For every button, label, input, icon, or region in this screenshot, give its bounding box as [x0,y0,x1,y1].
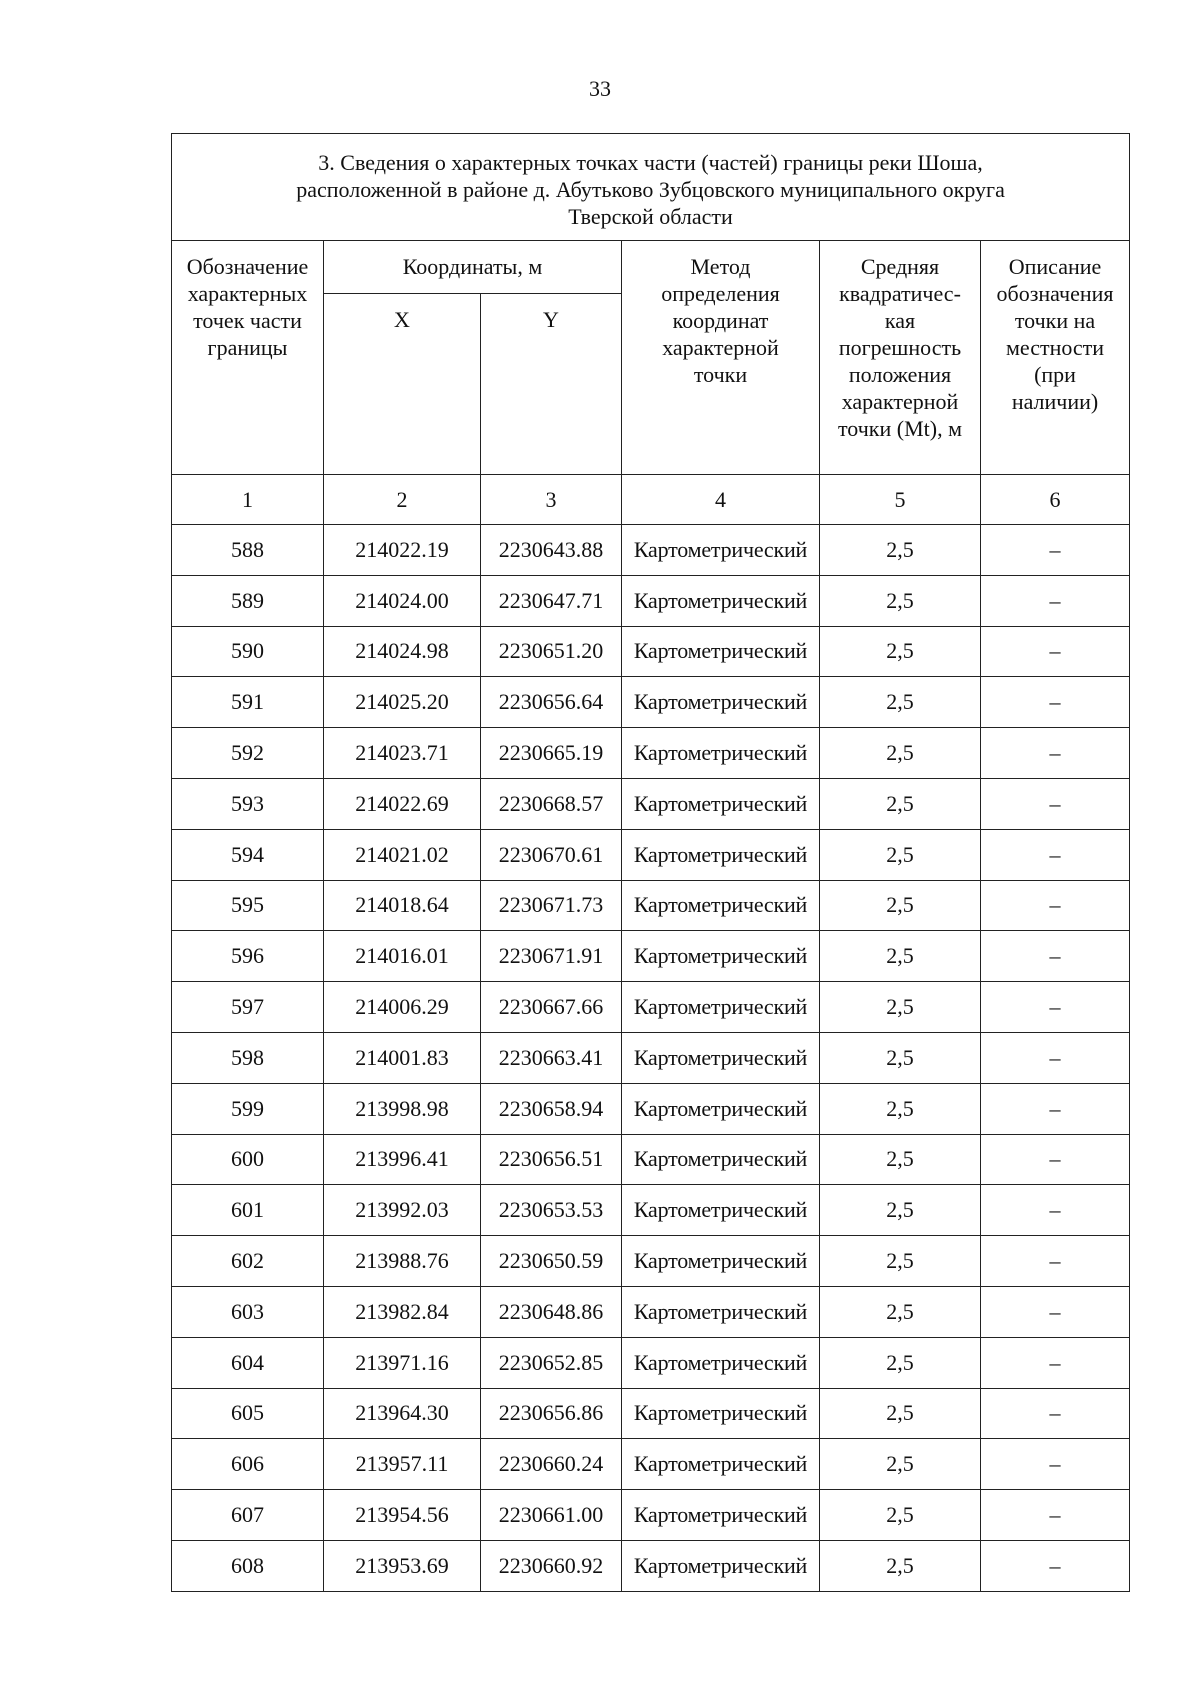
point-id-cell: 603 [172,1286,324,1337]
mean-square-error-cell: 2,5 [820,575,981,626]
table-row [172,677,1130,728]
table-row [172,1134,1130,1185]
mean-square-error-cell: 2,5 [820,1337,981,1388]
mean-square-error-cell: 2,5 [820,982,981,1033]
x-coordinate-cell: 213954.56 [324,1490,481,1541]
method-cell: Картометрический [622,1134,820,1185]
point-id-cell: 594 [172,829,324,880]
description-cell: – [981,1490,1130,1541]
method-cell: Картометрический [622,626,820,677]
section-title-line-2: расположенной в районе д. Абутьково Зубцовского муниципального округа [296,176,1005,202]
x-coordinate-cell: 213953.69 [324,1540,481,1591]
mean-square-error-cell: 2,5 [820,778,981,829]
y-coordinate-cell: 2230671.73 [481,880,622,931]
method-cell: Картометрический [622,1286,820,1337]
mean-square-error-cell: 2,5 [820,1083,981,1134]
x-coordinate-cell: 213996.41 [324,1134,481,1185]
y-coordinate-cell: 2230653.53 [481,1185,622,1236]
table-row [172,1540,1130,1591]
section-title-row [172,134,1130,241]
description-cell: – [981,880,1130,931]
point-id-cell: 599 [172,1083,324,1134]
y-coordinate-cell: 2230643.88 [481,525,622,576]
table-row [172,880,1130,931]
mean-square-error-cell: 2,5 [820,525,981,576]
table-row [172,575,1130,626]
x-coordinate-cell: 214024.98 [324,626,481,677]
mean-square-error-cell: 2,5 [820,1540,981,1591]
description-cell: – [981,1185,1130,1236]
boundary-points-table [171,133,1130,1592]
x-coordinate-cell: 214022.19 [324,525,481,576]
x-coordinate-cell: 213971.16 [324,1337,481,1388]
y-coordinate-cell: 2230671.91 [481,931,622,982]
table-row [172,728,1130,779]
method-cell: Картометрический [622,1083,820,1134]
y-coordinate-cell: 2230660.92 [481,1540,622,1591]
mean-square-error-cell: 2,5 [820,931,981,982]
description-cell: – [981,1032,1130,1083]
description-cell: – [981,1134,1130,1185]
mean-square-error-cell: 2,5 [820,677,981,728]
description-cell: – [981,1439,1130,1490]
column-number: 2 [324,475,481,525]
mean-square-error-cell: 2,5 [820,1185,981,1236]
column-number: 3 [481,475,622,525]
mean-square-error-cell: 2,5 [820,1439,981,1490]
point-id-cell: 592 [172,728,324,779]
column-numbers-row [172,475,1130,525]
mean-square-error-cell: 2,5 [820,1286,981,1337]
table-row [172,1236,1130,1287]
y-coordinate-cell: 2230650.59 [481,1236,622,1287]
point-id-cell: 608 [172,1540,324,1591]
y-coordinate-cell: 2230665.19 [481,728,622,779]
description-cell: – [981,1540,1130,1591]
table-row [172,626,1130,677]
method-cell: Картометрический [622,1439,820,1490]
point-id-cell: 606 [172,1439,324,1490]
point-id-cell: 605 [172,1388,324,1439]
table-row [172,1439,1130,1490]
x-coordinate-cell: 214021.02 [324,829,481,880]
description-cell: – [981,778,1130,829]
y-coordinate-cell: 2230660.24 [481,1439,622,1490]
description-cell: – [981,1337,1130,1388]
mean-square-error-cell: 2,5 [820,728,981,779]
x-coordinate-cell: 214006.29 [324,982,481,1033]
point-id-cell: 595 [172,880,324,931]
method-cell: Картометрический [622,778,820,829]
y-coordinate-cell: 2230648.86 [481,1286,622,1337]
point-id-cell: 604 [172,1337,324,1388]
description-cell: – [981,1083,1130,1134]
table-row [172,1490,1130,1541]
y-coordinate-cell: 2230663.41 [481,1032,622,1083]
point-id-cell: 591 [172,677,324,728]
description-cell: – [981,728,1130,779]
table-row [172,1032,1130,1083]
point-id-cell: 596 [172,931,324,982]
header-mean-square-error: Средняя квадратичес- кая погрешность положения характерной точки (Mt), м [820,241,981,475]
mean-square-error-cell: 2,5 [820,1032,981,1083]
point-id-cell: 589 [172,575,324,626]
method-cell: Картометрический [622,1337,820,1388]
method-cell: Картометрический [622,1540,820,1591]
y-coordinate-cell: 2230656.64 [481,677,622,728]
column-number: 4 [622,475,820,525]
description-cell: – [981,1236,1130,1287]
y-coordinate-cell: 2230661.00 [481,1490,622,1541]
x-coordinate-cell: 214024.00 [324,575,481,626]
x-coordinate-cell: 214001.83 [324,1032,481,1083]
x-coordinate-cell: 213982.84 [324,1286,481,1337]
table-row [172,1388,1130,1439]
method-cell: Картометрический [622,525,820,576]
description-cell: – [981,931,1130,982]
mean-square-error-cell: 2,5 [820,626,981,677]
column-number: 6 [981,475,1130,525]
point-id-cell: 607 [172,1490,324,1541]
point-id-cell: 590 [172,626,324,677]
mean-square-error-cell: 2,5 [820,1134,981,1185]
table-row [172,525,1130,576]
table-row [172,931,1130,982]
y-coordinate-cell: 2230647.71 [481,575,622,626]
x-coordinate-cell: 214023.71 [324,728,481,779]
point-id-cell: 602 [172,1236,324,1287]
page-number: 33 [589,76,611,101]
method-cell: Картометрический [622,829,820,880]
section-title-line-3: Тверской области [568,203,733,229]
description-cell: – [981,1388,1130,1439]
mean-square-error-cell: 2,5 [820,880,981,931]
table-row [172,1286,1130,1337]
header-description: Описание обозначения точки на местности (при наличии) [981,241,1130,475]
x-coordinate-cell: 213988.76 [324,1236,481,1287]
method-cell: Картометрический [622,728,820,779]
y-coordinate-cell: 2230652.85 [481,1337,622,1388]
description-cell: – [981,626,1130,677]
description-cell: – [981,575,1130,626]
method-cell: Картометрический [622,1236,820,1287]
header-point-designation: Обозначение характерных точек части границы [172,241,324,475]
header-method: Метод определения координат характерной точки [622,241,820,475]
description-cell: – [981,677,1130,728]
table-body [172,525,1130,1592]
x-coordinate-cell: 213957.11 [324,1439,481,1490]
description-cell: – [981,525,1130,576]
table-row [172,778,1130,829]
y-coordinate-cell: 2230667.66 [481,982,622,1033]
mean-square-error-cell: 2,5 [820,1388,981,1439]
y-coordinate-cell: 2230658.94 [481,1083,622,1134]
x-coordinate-cell: 214022.69 [324,778,481,829]
x-coordinate-cell: 214018.64 [324,880,481,931]
mean-square-error-cell: 2,5 [820,829,981,880]
x-coordinate-cell: 214016.01 [324,931,481,982]
point-id-cell: 598 [172,1032,324,1083]
method-cell: Картометрический [622,1490,820,1541]
table-row [172,982,1130,1033]
y-coordinate-cell: 2230656.51 [481,1134,622,1185]
mean-square-error-cell: 2,5 [820,1490,981,1541]
method-cell: Картометрический [622,1388,820,1439]
y-coordinate-cell: 2230656.86 [481,1388,622,1439]
description-cell: – [981,829,1130,880]
x-coordinate-cell: 213992.03 [324,1185,481,1236]
y-coordinate-cell: 2230668.57 [481,778,622,829]
table-row [172,1083,1130,1134]
method-cell: Картометрический [622,575,820,626]
y-coordinate-cell: 2230651.20 [481,626,622,677]
header-x: X [324,294,481,475]
method-cell: Картометрический [622,931,820,982]
point-id-cell: 600 [172,1134,324,1185]
header-y: Y [481,294,622,475]
x-coordinate-cell: 213964.30 [324,1388,481,1439]
mean-square-error-cell: 2,5 [820,1236,981,1287]
point-id-cell: 597 [172,982,324,1033]
table-row [172,1337,1130,1388]
method-cell: Картометрический [622,1185,820,1236]
column-number: 5 [820,475,981,525]
section-title [172,134,1130,241]
column-number: 1 [172,475,324,525]
x-coordinate-cell: 213998.98 [324,1083,481,1134]
description-cell: – [981,982,1130,1033]
point-id-cell: 601 [172,1185,324,1236]
table-row [172,1185,1130,1236]
x-coordinate-cell: 214025.20 [324,677,481,728]
point-id-cell: 593 [172,778,324,829]
method-cell: Картометрический [622,982,820,1033]
method-cell: Картометрический [622,1032,820,1083]
section-title-line-1: 3. Сведения о характерных точках части (частей) границы реки Шоша, [318,149,983,175]
header-row [172,241,1130,294]
method-cell: Картометрический [622,880,820,931]
table-row [172,829,1130,880]
y-coordinate-cell: 2230670.61 [481,829,622,880]
method-cell: Картометрический [622,677,820,728]
description-cell: – [981,1286,1130,1337]
header-coordinates: Координаты, м [324,241,622,294]
point-id-cell: 588 [172,525,324,576]
